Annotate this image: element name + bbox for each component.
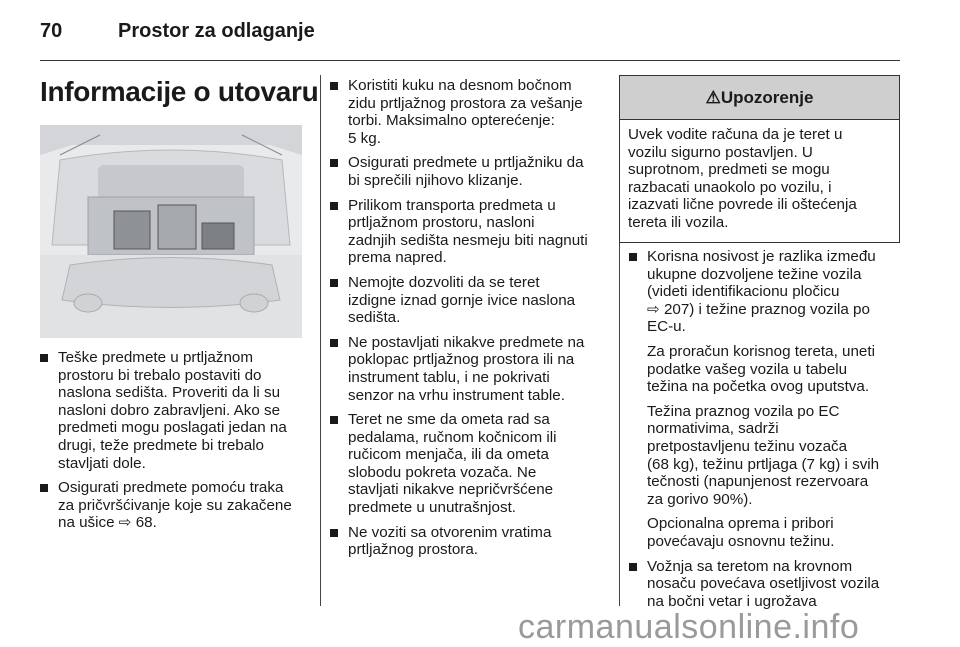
- text-line: Za proračun korisnog tereta, uneti: [647, 342, 875, 360]
- bullet-item: [326, 197, 616, 267]
- bullet-square-icon: [330, 339, 338, 347]
- column-2: [326, 77, 616, 566]
- bullet-square-icon: [40, 354, 48, 362]
- column-divider: [320, 75, 321, 606]
- text-line: bi sprečili njihovo klizanje.: [348, 171, 523, 189]
- text-line: Ne voziti sa otvorenim vratima: [348, 523, 552, 541]
- warning-triangle-icon: ⚠: [705, 88, 721, 107]
- text-line: ukupne dozvoljene težine vozila: [647, 265, 862, 283]
- bullet-item: [326, 274, 616, 327]
- warning-header: [620, 76, 899, 120]
- text-line: vozilu sigurno postavljen. U: [628, 143, 813, 161]
- bullet-item: [625, 248, 915, 336]
- text-line: na bočni vetar i ugrožava: [647, 592, 817, 610]
- paragraph: [625, 343, 915, 396]
- header-divider: [40, 60, 900, 61]
- bullet-square-icon: [330, 279, 338, 287]
- text-line: slobodu pokreta vozača. Ne: [348, 463, 537, 481]
- warning-box: [619, 75, 900, 243]
- text-line: Osigurati predmete u prtljažniku da: [348, 154, 584, 172]
- text-line: senzor na vrhu instrument table.: [348, 386, 565, 404]
- text-line: težina na početka ovog uputstva.: [647, 378, 870, 396]
- section-title: Informacije o utovaru: [40, 76, 319, 107]
- text-line: normativima, sadrži: [647, 420, 779, 438]
- bullet-square-icon: [629, 563, 637, 571]
- text-line: stavljati dole.: [58, 454, 146, 472]
- text-line: poklopac prtljažnog prostora ili na: [348, 351, 575, 369]
- text-line: podatke vašeg vozila u tabelu: [647, 360, 848, 378]
- text-line: EC-u.: [647, 318, 686, 336]
- warning-body: [620, 120, 899, 232]
- bullet-item: [326, 524, 616, 559]
- bullet-square-icon: [330, 529, 338, 537]
- text-line: Osigurati predmete pomoću traka: [58, 479, 284, 497]
- trunk-photo: [40, 125, 302, 338]
- bullet-item: [36, 349, 316, 472]
- bullet-square-icon: [330, 82, 338, 90]
- bullet-item: [625, 558, 915, 611]
- text-line: Ne postavljati nikakve predmete na: [348, 333, 585, 351]
- text-line: za gorivo 90%).: [647, 490, 753, 508]
- text-line: nasloni dobro zabravljeni. Ako se: [58, 401, 281, 419]
- text-line: ⇨ 207) i težine praznog vozila po: [647, 300, 870, 318]
- bullet-square-icon: [330, 202, 338, 210]
- text-line: za pričvršćivanje koje su zakačene: [58, 496, 292, 514]
- text-line: drugi, teže predmete bi trebalo: [58, 436, 264, 454]
- watermark: carmanualsonline.info: [518, 608, 860, 646]
- page-number: 70: [40, 20, 63, 42]
- bullet-square-icon: [629, 253, 637, 261]
- text-line: stavljati nikakve nepričvršćene: [348, 481, 554, 499]
- column-1: [36, 349, 316, 539]
- text-line: Teret ne sme da ometa rad sa: [348, 411, 550, 429]
- text-line: predmeti mogu poslagati jedan na: [58, 419, 287, 437]
- text-line: predmete u unutrašnjost.: [348, 499, 517, 517]
- bullet-item: [326, 154, 616, 189]
- text-line: (68 kg), težinu prtljaga (7 kg) i svih: [647, 455, 880, 473]
- bullet-square-icon: [40, 484, 48, 492]
- paragraph: [625, 403, 915, 509]
- text-line: pedalama, ručnom kočnicom ili: [348, 428, 557, 446]
- text-line: suprotnom, predmeti se mogu: [628, 161, 830, 179]
- bullet-item: [36, 479, 316, 532]
- bullet-item: [326, 334, 616, 404]
- bullet-item: [326, 411, 616, 517]
- text-line: sedišta.: [348, 309, 401, 327]
- text-line: Prilikom transporta predmeta u: [348, 196, 556, 214]
- column-3: [625, 248, 915, 617]
- text-line: torbi. Maksimalno opterećenje:: [348, 112, 555, 130]
- text-line: (videti identifikacionu pločicu: [647, 283, 840, 301]
- text-line: Uvek vodite računa da je teret u: [628, 126, 843, 143]
- text-line: zidu prtljažnog prostora za vešanje: [348, 94, 583, 112]
- bullet-square-icon: [330, 416, 338, 424]
- running-title: Prostor za odlaganje: [118, 20, 315, 42]
- text-line: zadnjih sedišta nesmeju biti nagnuti: [348, 231, 588, 249]
- text-line: prtljažnog prostora.: [348, 541, 479, 559]
- bullet-item: [326, 77, 616, 147]
- bullet-square-icon: [330, 159, 338, 167]
- text-line: 5 kg.: [348, 129, 381, 147]
- text-line: ručicom menjača, ili da ometa: [348, 446, 549, 464]
- text-line: Teške predmete u prtljažnom: [58, 349, 253, 366]
- warning-title: Upozorenje: [720, 88, 814, 107]
- text-line: izazvati lične povrede ili oštećenja: [628, 196, 857, 214]
- text-line: na ušice ⇨ 68.: [58, 514, 157, 532]
- text-line: Opcionalna oprema i pribori: [647, 515, 834, 533]
- text-line: tereta ili vozila.: [628, 213, 729, 231]
- text-line: razbacati unaokolo po vozilu, i: [628, 178, 832, 196]
- text-line: Korisna nosivost je razlika između: [647, 248, 876, 265]
- text-line: tečnosti (napunjenost rezervoara: [647, 473, 869, 491]
- text-line: prtljažnom prostoru, nasloni: [348, 214, 535, 232]
- text-line: naslona sedišta. Proveriti da li su: [58, 384, 281, 402]
- text-line: Vožnja sa teretom na krovnom: [647, 557, 853, 575]
- text-line: Koristiti kuku na desnom bočnom: [348, 77, 572, 94]
- text-line: Težina praznog vozila po EC: [647, 402, 840, 420]
- text-line: nosaču povećava osetljivost vozila: [647, 575, 880, 593]
- text-line: prostoru bi trebalo postaviti do: [58, 366, 262, 384]
- text-line: povećavaju osnovnu težinu.: [647, 532, 835, 550]
- text-line: Nemojte dozvoliti da se teret: [348, 273, 540, 291]
- paragraph: [625, 515, 915, 550]
- text-line: instrument tablu, i ne pokrivati: [348, 368, 550, 386]
- text-line: pretpostavljenu težinu vozača: [647, 437, 848, 455]
- text-line: izdigne iznad gornje ivice naslona: [348, 291, 576, 309]
- text-line: prema napred.: [348, 249, 447, 267]
